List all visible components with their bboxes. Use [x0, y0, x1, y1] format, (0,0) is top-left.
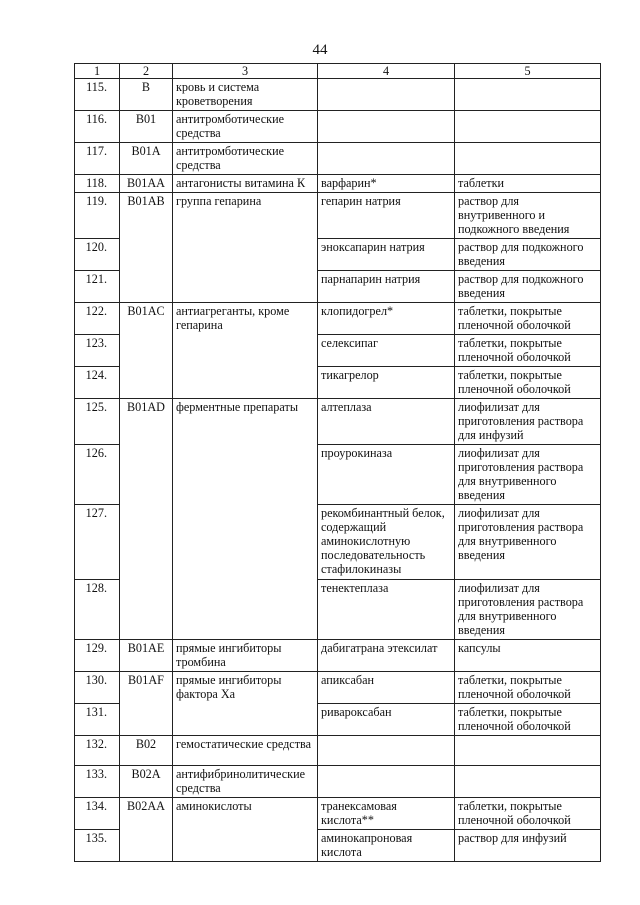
atc-code: B	[120, 79, 173, 111]
header-cell: 2	[120, 64, 173, 79]
table-row	[75, 640, 601, 672]
atc-group: гемостатические средства	[173, 736, 318, 766]
atc-group: кровь и система кроветворения	[173, 79, 318, 111]
dosage-form: лиофилизат для приготовления раствора для внутривенного введения	[455, 505, 601, 580]
row-number: 124.	[75, 367, 120, 399]
dosage-form	[455, 79, 601, 111]
drug-name	[318, 766, 455, 798]
dosage-form: раствор для подкожного введения	[455, 271, 601, 303]
row-number: 117.	[75, 143, 120, 175]
row-number: 129.	[75, 640, 120, 672]
atc-code: B01AA	[120, 175, 173, 193]
table-row	[75, 303, 601, 335]
header-cell: 5	[455, 64, 601, 79]
drug-name: рекомбинантный белок, содержащий аминокислотную последовательность стафилокиназы	[318, 505, 455, 580]
dosage-form	[455, 736, 601, 766]
drug-name: парнапарин натрия	[318, 271, 455, 303]
dosage-form: таблетки, покрытые пленочной оболочкой	[455, 672, 601, 704]
table-row	[75, 736, 601, 766]
row-number: 119.	[75, 193, 120, 239]
drug-name	[318, 736, 455, 766]
drug-name: клопидогрел*	[318, 303, 455, 335]
dosage-form: таблетки, покрытые пленочной оболочкой	[455, 798, 601, 830]
table-row	[75, 79, 601, 111]
atc-group: прямые ингибиторы тромбина	[173, 640, 318, 672]
drug-name: тенектеплаза	[318, 580, 455, 640]
table-row	[75, 193, 601, 239]
row-number: 126.	[75, 445, 120, 505]
dosage-form	[455, 766, 601, 798]
table-row	[75, 111, 601, 143]
drug-name: гепарин натрия	[318, 193, 455, 239]
atc-group: прямые ингибиторы фактора Ха	[173, 672, 318, 736]
dosage-form: капсулы	[455, 640, 601, 672]
atc-group: антагонисты витамина К	[173, 175, 318, 193]
atc-group: группа гепарина	[173, 193, 318, 303]
table-row	[75, 175, 601, 193]
row-number: 135.	[75, 830, 120, 862]
atc-group: антиагреганты, кроме гепарина	[173, 303, 318, 399]
drug-name: ривароксабан	[318, 704, 455, 736]
atc-group: антифибринолитические средства	[173, 766, 318, 798]
drug-name: аминокапроновая кислота	[318, 830, 455, 862]
dosage-form: таблетки, покрытые пленочной оболочкой	[455, 303, 601, 335]
row-number: 116.	[75, 111, 120, 143]
atc-code: B02A	[120, 766, 173, 798]
dosage-form: таблетки, покрытые пленочной оболочкой	[455, 704, 601, 736]
atc-group: ферментные препараты	[173, 399, 318, 640]
drug-name: транексамовая кислота**	[318, 798, 455, 830]
row-number: 132.	[75, 736, 120, 766]
drug-name: дабигатрана этексилат	[318, 640, 455, 672]
drug-name	[318, 79, 455, 111]
drug-name: проурокиназа	[318, 445, 455, 505]
drug-name: алтеплаза	[318, 399, 455, 445]
dosage-form: таблетки	[455, 175, 601, 193]
atc-group: антитромботические средства	[173, 111, 318, 143]
dosage-form: раствор для внутривенного и подкожного введения	[455, 193, 601, 239]
table-row	[75, 672, 601, 704]
dosage-form: таблетки, покрытые пленочной оболочкой	[455, 335, 601, 367]
dosage-form: раствор для инфузий	[455, 830, 601, 862]
drug-name	[318, 143, 455, 175]
drug-table	[74, 63, 601, 862]
dosage-form: лиофилизат для приготовления раствора для внутривенного введения	[455, 580, 601, 640]
atc-code: B01AD	[120, 399, 173, 640]
atc-code: B01	[120, 111, 173, 143]
row-number: 133.	[75, 766, 120, 798]
drug-name: апиксабан	[318, 672, 455, 704]
dosage-form: таблетки, покрытые пленочной оболочкой	[455, 367, 601, 399]
header-cell: 3	[173, 64, 318, 79]
table-row	[75, 798, 601, 830]
table-row	[75, 143, 601, 175]
atc-code: B01AB	[120, 193, 173, 303]
atc-code: B02AA	[120, 798, 173, 862]
page-number: 44	[312, 42, 328, 58]
table-row	[75, 766, 601, 798]
atc-code: B01AC	[120, 303, 173, 399]
row-number: 118.	[75, 175, 120, 193]
drug-name: эноксапарин натрия	[318, 239, 455, 271]
dosage-form: лиофилизат для приготовления раствора для инфузий	[455, 399, 601, 445]
row-number: 123.	[75, 335, 120, 367]
header-cell: 1	[75, 64, 120, 79]
row-number: 120.	[75, 239, 120, 271]
drug-name: варфарин*	[318, 175, 455, 193]
drug-name: селексипаг	[318, 335, 455, 367]
dosage-form: лиофилизат для приготовления раствора для внутривенного введения	[455, 445, 601, 505]
atc-code: B01AE	[120, 640, 173, 672]
row-number: 127.	[75, 505, 120, 580]
atc-code: B01A	[120, 143, 173, 175]
dosage-form: раствор для подкожного введения	[455, 239, 601, 271]
row-number: 128.	[75, 580, 120, 640]
atc-code: B01AF	[120, 672, 173, 736]
atc-code: B02	[120, 736, 173, 766]
atc-group: антитромботические средства	[173, 143, 318, 175]
row-number: 134.	[75, 798, 120, 830]
table-row	[75, 399, 601, 445]
row-number: 121.	[75, 271, 120, 303]
table-header-row	[75, 64, 601, 79]
dosage-form	[455, 111, 601, 143]
row-number: 131.	[75, 704, 120, 736]
header-cell: 4	[318, 64, 455, 79]
atc-group: аминокислоты	[173, 798, 318, 862]
row-number: 130.	[75, 672, 120, 704]
dosage-form	[455, 143, 601, 175]
row-number: 115.	[75, 79, 120, 111]
drug-name	[318, 111, 455, 143]
row-number: 125.	[75, 399, 120, 445]
row-number: 122.	[75, 303, 120, 335]
drug-name: тикагрелор	[318, 367, 455, 399]
